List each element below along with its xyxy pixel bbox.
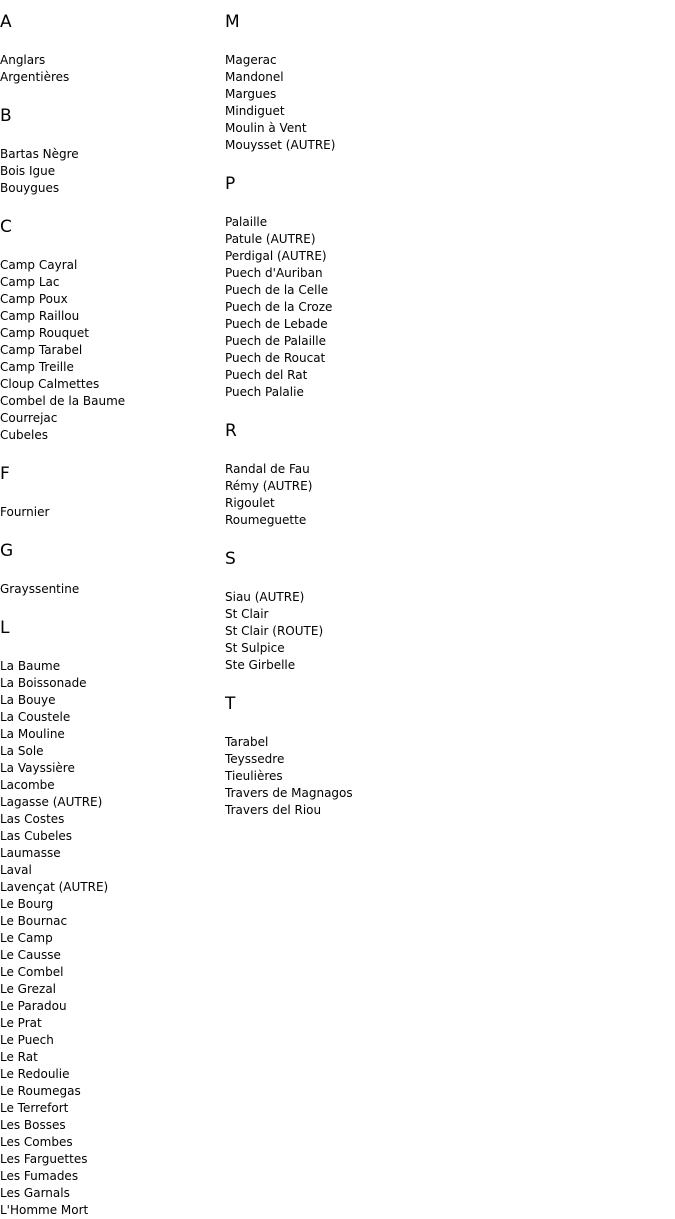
place-name: Moulin à Vent	[225, 121, 307, 135]
place-name: Siau (AUTRE)	[225, 590, 305, 604]
place-name: Teyssedre	[225, 752, 285, 766]
letter-group	[225, 174, 665, 401]
place-name: Rémy (AUTRE)	[225, 479, 313, 493]
place-name: Mandonel	[225, 70, 284, 84]
letter-group	[0, 541, 225, 598]
place-name: Le Redoulie	[0, 1067, 70, 1081]
letter-group	[0, 12, 225, 86]
letter-heading: F	[0, 464, 10, 484]
place-name: Le Camp	[0, 931, 53, 945]
letter-heading: L	[0, 618, 10, 638]
place-name: Bartas Nègre	[0, 147, 79, 161]
letter-heading: R	[225, 421, 237, 441]
place-name: Lacombe	[0, 778, 55, 792]
place-name: Laval	[0, 863, 32, 877]
place-name: Puech Palalie	[225, 385, 304, 399]
place-name: Camp Raillou	[0, 309, 80, 323]
place-name: Courrejac	[0, 411, 58, 425]
letter-group	[0, 464, 225, 521]
place-list	[225, 734, 665, 819]
place-name: La Vayssière	[0, 761, 75, 775]
place-name: Camp Rouquet	[0, 326, 89, 340]
place-name: Ste Girbelle	[225, 658, 296, 672]
place-name: Le Bourg	[0, 897, 54, 911]
place-name: Margues	[225, 87, 277, 101]
place-name: Les Farguettes	[0, 1152, 88, 1166]
place-list	[0, 658, 225, 1219]
place-name: Camp Lac	[0, 275, 60, 289]
place-list	[225, 589, 665, 674]
place-name: Puech de la Croze	[225, 300, 333, 314]
letter-group	[225, 421, 665, 529]
place-list	[225, 214, 665, 401]
place-list	[0, 581, 225, 598]
place-name: Mouysset (AUTRE)	[225, 138, 336, 152]
place-name: Puech de la Celle	[225, 283, 329, 297]
place-name: Cloup Calmettes	[0, 377, 100, 391]
place-list	[0, 257, 225, 444]
place-name: Patule (AUTRE)	[225, 232, 316, 246]
place-name: Rigoulet	[225, 496, 275, 510]
place-name: Bois Igue	[0, 164, 56, 178]
place-name: Fournier	[0, 505, 50, 519]
place-name: L'Homme Mort	[0, 1203, 89, 1217]
place-name: Le Bournac	[0, 914, 68, 928]
place-name: Les Bosses	[0, 1118, 66, 1132]
place-name: Puech d'Auriban	[225, 266, 323, 280]
letter-heading: A	[0, 12, 12, 32]
place-name: Magerac	[225, 53, 277, 67]
place-name: Tarabel	[225, 735, 269, 749]
place-list	[0, 504, 225, 521]
place-name: Tieulières	[225, 769, 283, 783]
place-name: Palaille	[225, 215, 268, 229]
place-name: Travers de Magnagos	[225, 786, 353, 800]
place-name: Camp Cayral	[0, 258, 78, 272]
place-name: La Coustele	[0, 710, 71, 724]
place-name: St Sulpice	[225, 641, 285, 655]
place-name: Argentières	[0, 70, 70, 84]
place-name: Anglars	[0, 53, 46, 67]
place-name: La Baume	[0, 659, 61, 673]
place-name: Mindiguet	[225, 104, 285, 118]
letter-group	[225, 549, 665, 674]
right-column	[225, 0, 665, 819]
place-name: Le Terrefort	[0, 1101, 69, 1115]
place-name: La Bouye	[0, 693, 56, 707]
place-name: Puech de Lebade	[225, 317, 328, 331]
place-name: Camp Treille	[0, 360, 74, 374]
place-name: Lagasse (AUTRE)	[0, 795, 103, 809]
place-name: Puech de Palaille	[225, 334, 326, 348]
place-name: Puech de Roucat	[225, 351, 326, 365]
place-name: Le Roumegas	[0, 1084, 81, 1098]
letter-group	[0, 217, 225, 444]
letter-heading: B	[0, 106, 12, 126]
place-name: Laumasse	[0, 846, 61, 860]
letter-group	[225, 694, 665, 819]
place-name: Les Garnals	[0, 1186, 70, 1200]
place-name: Roumeguette	[225, 513, 307, 527]
left-column	[0, 0, 225, 1219]
letter-heading: G	[0, 541, 14, 561]
letter-heading: C	[0, 217, 12, 237]
letter-heading: M	[225, 12, 240, 32]
place-name: Puech del Rat	[225, 368, 308, 382]
letter-group	[0, 618, 225, 1219]
letter-heading: T	[225, 694, 236, 714]
place-list	[0, 52, 225, 86]
place-name: Le Paradou	[0, 999, 67, 1013]
place-name: Las Cubeles	[0, 829, 73, 843]
place-name: Les Fumades	[0, 1169, 79, 1183]
place-name: La Mouline	[0, 727, 65, 741]
place-name: La Boissonade	[0, 676, 87, 690]
place-name: Le Causse	[0, 948, 61, 962]
place-name: Le Combel	[0, 965, 64, 979]
place-name: Bouygues	[0, 181, 60, 195]
place-name: Randal de Fau	[225, 462, 310, 476]
place-name: Les Combes	[0, 1135, 73, 1149]
letter-group	[0, 106, 225, 197]
place-name: Camp Tarabel	[0, 343, 83, 357]
place-name: Le Prat	[0, 1016, 42, 1030]
place-name: Grayssentine	[0, 582, 80, 596]
place-name: St Clair	[225, 607, 269, 621]
place-name: Lavençat (AUTRE)	[0, 880, 109, 894]
letter-group	[225, 12, 665, 154]
place-name: St Clair (ROUTE)	[225, 624, 324, 638]
place-name: Perdigal (AUTRE)	[225, 249, 327, 263]
place-name: Le Grezal	[0, 982, 57, 996]
letter-heading: S	[225, 549, 236, 569]
place-name: Cubeles	[0, 428, 48, 442]
place-list	[225, 52, 665, 154]
place-name: Le Rat	[0, 1050, 38, 1064]
place-name: Travers del Riou	[225, 803, 322, 817]
letter-heading: P	[225, 174, 236, 194]
place-name: La Sole	[0, 744, 44, 758]
place-name: Camp Poux	[0, 292, 68, 306]
place-name: Combel de la Baume	[0, 394, 126, 408]
place-name: Le Puech	[0, 1033, 54, 1047]
place-list	[225, 461, 665, 529]
place-name: Las Costes	[0, 812, 65, 826]
place-list	[0, 146, 225, 197]
